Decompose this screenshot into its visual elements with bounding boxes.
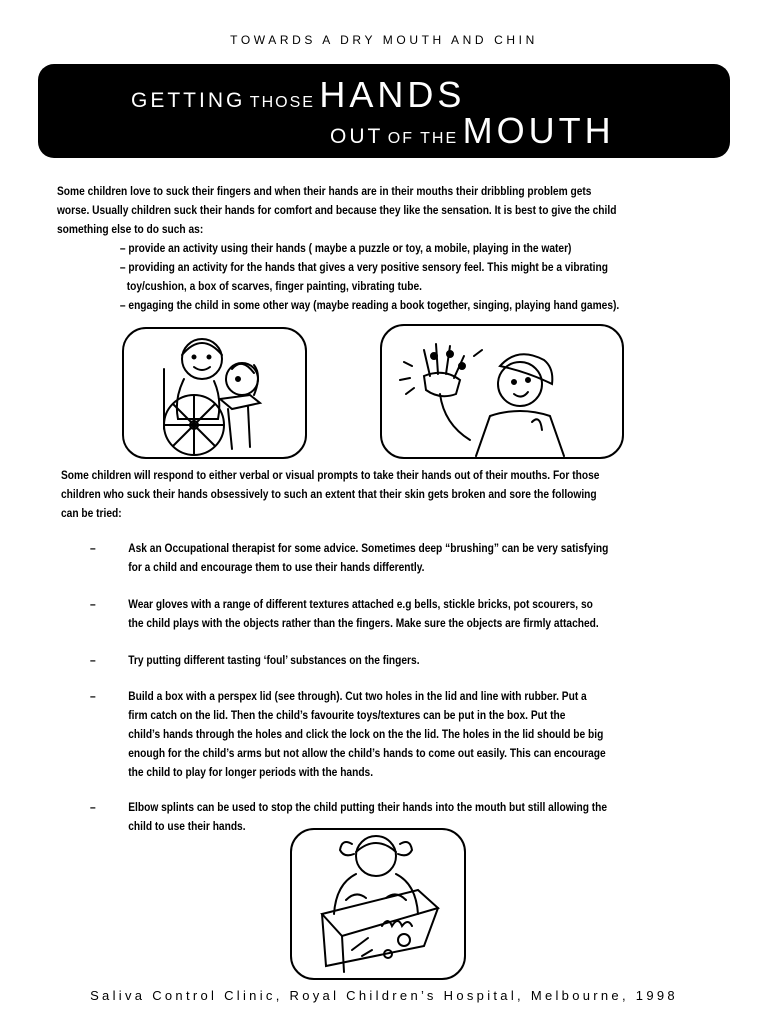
suggestion-line: Try putting different tasting ‘foul’ substances on the fingers. bbox=[128, 653, 420, 667]
suggestion-line: for a child and encourage them to use their hands differently. bbox=[128, 560, 425, 574]
suggestion-item bbox=[90, 651, 651, 670]
intro-list-item: – provide an activity using their hands ( maybe a puzzle or toy, a mobile, playing in the water) bbox=[119, 241, 572, 255]
title-banner bbox=[38, 64, 730, 158]
intro-line: Some children love to suck their fingers and when their hands are in their mouths their dribbling problem gets bbox=[57, 184, 592, 198]
suggestion-dash: – bbox=[90, 689, 96, 703]
middle-line: can be tried: bbox=[61, 506, 122, 520]
suggestion-line: the child to play for longer periods with the hands. bbox=[128, 765, 374, 779]
suggestion-item bbox=[90, 539, 651, 577]
suggestion-line: enough for the child’s arms but not allow the child’s hands to come out easily. This can encourage bbox=[128, 746, 606, 760]
title-word-of-the: OF THE bbox=[387, 130, 459, 147]
intro-list-item: toy/cushion, a box of scarves, finger painting, vibrating tube. bbox=[126, 279, 422, 293]
title-word-mouth: MOUTH bbox=[462, 110, 615, 151]
suggestion-line: Build a box with a perspex lid (see through). Cut two holes in the lid and line with rubber. Put a bbox=[128, 689, 587, 703]
suggestion-dash: – bbox=[90, 541, 96, 555]
intro-list-item: – providing an activity for the hands that gives a very positive sensory feel. This might be a vibrating bbox=[119, 260, 608, 274]
suggestion-dash: – bbox=[90, 597, 96, 611]
suggestion-line: the child plays with the objects rather than the fingers. Make sure the objects are firmly attached. bbox=[128, 616, 599, 630]
title-word-those: THOSE bbox=[249, 94, 315, 111]
intro-list-item: – engaging the child in some other way (maybe reading a book together, singing, playing hand games). bbox=[119, 298, 620, 312]
title-word-out: OUT bbox=[330, 125, 384, 148]
suggestion-line: child to use their hands. bbox=[128, 819, 246, 833]
series-title: TOWARDS A DRY MOUTH AND CHIN bbox=[230, 33, 538, 47]
suggestion-item bbox=[90, 687, 651, 782]
title-line-2 bbox=[330, 110, 615, 152]
middle-paragraph bbox=[61, 466, 707, 523]
suggestion-dash: – bbox=[90, 653, 96, 667]
suggestion-line: Elbow splints can be used to stop the child putting their hands into the mouth but still allowing the bbox=[128, 800, 608, 814]
suggestion-line: firm catch on the lid. Then the child’s favourite toys/textures can be put in the box. Put the bbox=[128, 708, 566, 722]
title-word-hands: HANDS bbox=[319, 74, 466, 115]
title-word-getting: GETTING bbox=[131, 89, 246, 112]
wheelchair-child-illustration bbox=[122, 327, 307, 459]
suggestion-line: Ask an Occupational therapist for some advice. Sometimes deep “brushing” can be very satisfying bbox=[128, 541, 609, 555]
suggestion-item bbox=[90, 595, 651, 633]
footer-credit: Saliva Control Clinic, Royal Children’s Hospital, Melbourne, 1998 bbox=[90, 988, 678, 1003]
middle-line: children who suck their hands obsessively to such an extent that their skin gets broken and sore the following bbox=[61, 487, 597, 501]
suggestion-dash: – bbox=[90, 800, 96, 814]
suggestion-line: child’s hands through the holes and click the lock on the the lid. The holes in the lid should be big bbox=[128, 727, 604, 741]
middle-line: Some children will respond to either verbal or visual prompts to take their hands out of their mouths. For those bbox=[61, 468, 600, 482]
suggestion-line: Wear gloves with a range of different textures attached e.g bells, stickle bricks, pot scourers, so bbox=[128, 597, 593, 611]
intro-line: something else to do such as: bbox=[57, 222, 204, 236]
glove-child-illustration bbox=[380, 324, 624, 459]
box-child-illustration bbox=[290, 828, 466, 980]
intro-line: worse. Usually children suck their hands for comfort and because they like the sensation. It is best to give the child bbox=[57, 203, 617, 217]
intro-paragraph bbox=[57, 182, 703, 315]
